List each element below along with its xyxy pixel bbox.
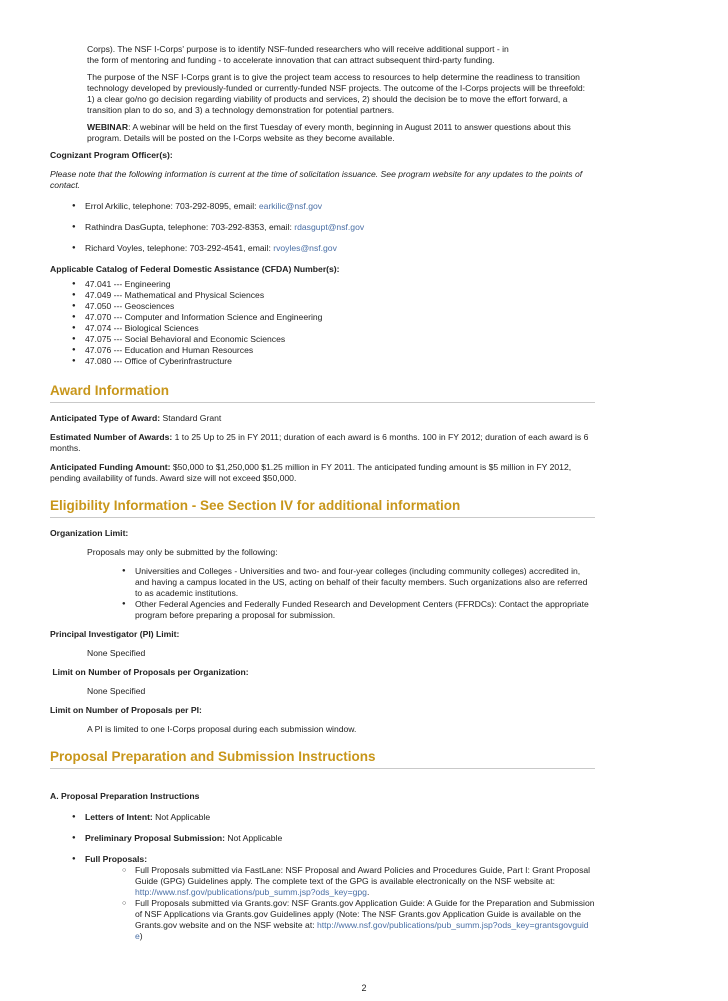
award-funding: Anticipated Funding Amount: $50,000 to $1,250,000 $1.25 million in FY 2011. The anticipated funding amount is $5 million in FY 2012, pending availability of funds. Award size will not exceed $50,000. <box>50 462 572 483</box>
cfda-list <box>72 279 595 367</box>
per-org-limit-value: None Specified <box>87 686 146 696</box>
intro-para-1: Corps). The NSF I-Corps' purpose is to identify NSF-funded researchers who will receive additional support - in the form of mentoring and funding - to accelerate innovation that can attract subsequent third-party funding. <box>87 44 509 65</box>
per-pi-limit-label: Limit on Number of Proposals per PI: <box>50 705 202 715</box>
full-proposal-grantsgov: ○ Full Proposals submitted via Grants.gov: NSF Grants.gov Application Guide: A Guide for the Preparation and Submission of NSF Applications via Grants.gov Guidelines apply (Note: The NSF Grants.gov Application Guide is available on the Grants.gov website and on the NSF website at: http://www.nsf.gov/publications/pub_summ.jsp?ods_key=grantsgovguide) <box>122 898 595 942</box>
grantsgov-guide-link[interactable]: http://www.nsf.gov/publications/pub_summ.jsp?ods_key=grantsgovguide <box>135 920 589 941</box>
contacts-list <box>72 201 595 254</box>
cfda-item: ● 47.076 --- Education and Human Resources <box>72 345 595 356</box>
intro-section <box>87 44 595 144</box>
proposal-section-title: Proposal Preparation and Submission Instructions <box>50 749 595 769</box>
org-limit-label: Organization Limit: <box>50 528 129 538</box>
cfda-heading: Applicable Catalog of Federal Domestic Assistance (CFDA) Number(s): <box>50 264 340 274</box>
officers-heading: Cognizant Program Officer(s): <box>50 150 173 160</box>
proposal-item-prelim: ● Preliminary Proposal Submission: Not Applicable <box>72 833 595 844</box>
award-section-title: Award Information <box>50 383 595 403</box>
contact-item: ● Richard Voyles, telephone: 703-292-4541, email: rvoyles@nsf.gov <box>72 243 595 254</box>
org-limit-list <box>122 566 595 621</box>
org-limit-intro: Proposals may only be submitted by the following: <box>87 547 278 557</box>
officers-note: Please note that the following information is current at the time of solicitation issuance. See program website for any updates to the points of contact. <box>50 169 583 190</box>
gpg-link[interactable]: http://www.nsf.gov/publications/pub_summ.jsp?ods_key=gpg <box>135 887 367 897</box>
webinar-para: WEBINAR: A webinar will be held on the first Tuesday of every month, beginning in August 2011 to answer questions about this program. Details will be posted on the I-Corps website as they become available. <box>87 122 571 143</box>
pi-limit-label: Principal Investigator (PI) Limit: <box>50 629 180 639</box>
cfda-item: ● 47.074 --- Biological Sciences <box>72 323 595 334</box>
email-link[interactable]: rdasgupt@nsf.gov <box>294 222 365 232</box>
contact-item: ● Errol Arkilic, telephone: 703-292-8095, email: earkilic@nsf.gov <box>72 201 595 212</box>
proposal-list <box>72 812 595 942</box>
webinar-label: WEBINAR <box>87 122 129 132</box>
eligibility-section-title: Eligibility Information - See Section IV for additional information <box>50 498 595 518</box>
org-limit-item: ● Universities and Colleges - Universities and two- and four-year colleges (including community colleges) accredited in, and having a campus located in the US, acting on behalf of their faculty members. Such organizations also are referred to as academic institutions. <box>122 566 595 599</box>
pi-limit-value: None Specified <box>87 648 146 658</box>
org-limit-item: ● Other Federal Agencies and Federally Funded Research and Development Centers (FFRDCs): Contact the appropriate program before preparing a proposal for submission. <box>122 599 595 621</box>
award-number: Estimated Number of Awards: 1 to 25 Up to 25 in FY 2011; duration of each award is 6 months. 100 in FY 2012; duration of each award is 6 months. <box>50 432 589 453</box>
per-org-limit-label: Limit on Number of Proposals per Organization: <box>50 667 249 677</box>
cfda-item: ● 47.075 --- Social Behavioral and Economic Sciences <box>72 334 595 345</box>
cfda-item: ● 47.080 --- Office of Cyberinfrastructure <box>72 356 595 367</box>
proposal-item-full: ● Full Proposals: ○ Full Proposals submitted via FastLane: NSF Proposal and Award Policies and Procedures Guide, Part I: Grant Proposal Guide (GPG) Guidelines apply. The complete text of the GPG is available electronically on the NSF website at: http://www.nsf.gov/publications/pub_summ.jsp?ods_key=gpg. ○ Full Proposals submitted via Grants.gov: NSF Grants.gov Application Guide: A Guide for the Preparation and Submission of NSF Applications via Grants.gov Guidelines apply (Note: The NSF Grants.gov Application Guide is available on the Grants.gov website and on the NSF website at: http://www.nsf.gov/publications/pub_summ.jsp?ods_key=grantsgovguide) <box>72 854 595 942</box>
cfda-item: ● 47.041 --- Engineering <box>72 279 595 290</box>
page-number: 2 <box>361 983 367 993</box>
document-page <box>50 44 595 942</box>
proposal-subheading: A. Proposal Preparation Instructions <box>50 791 200 801</box>
proposal-item-loi: ● Letters of Intent: Not Applicable <box>72 812 595 823</box>
award-type: Anticipated Type of Award: Standard Grant <box>50 413 222 423</box>
cfda-item: ● 47.070 --- Computer and Information Science and Engineering <box>72 312 595 323</box>
email-link[interactable]: earkilic@nsf.gov <box>258 201 323 211</box>
full-proposal-list <box>122 865 595 942</box>
intro-para-2: The purpose of the NSF I-Corps grant is to give the project team access to resources to help determine the readiness to transition technology developed by previously-funded or currently-funded NSF projects. The outcome of the I-Corps projects will be threefold: 1) a clear go/no go decision regarding viability of products and services, 2) should the decision be to move the effort forward, a transition plan to do so, and 3) a technology demonstration for potential partners. <box>87 72 586 115</box>
email-link[interactable]: rvoyles@nsf.gov <box>273 243 337 253</box>
cfda-item: ● 47.049 --- Mathematical and Physical Sciences <box>72 290 595 301</box>
contact-item: ● Rathindra DasGupta, telephone: 703-292-8353, email: rdasgupt@nsf.gov <box>72 222 595 233</box>
full-proposal-fastlane: ○ Full Proposals submitted via FastLane: NSF Proposal and Award Policies and Procedures Guide, Part I: Grant Proposal Guide (GPG) Guidelines apply. The complete text of the GPG is available electronically on the NSF website at: http://www.nsf.gov/publications/pub_summ.jsp?ods_key=gpg. <box>122 865 595 898</box>
cfda-item: ● 47.050 --- Geosciences <box>72 301 595 312</box>
per-pi-limit-value: A PI is limited to one I-Corps proposal during each submission window. <box>87 724 357 734</box>
